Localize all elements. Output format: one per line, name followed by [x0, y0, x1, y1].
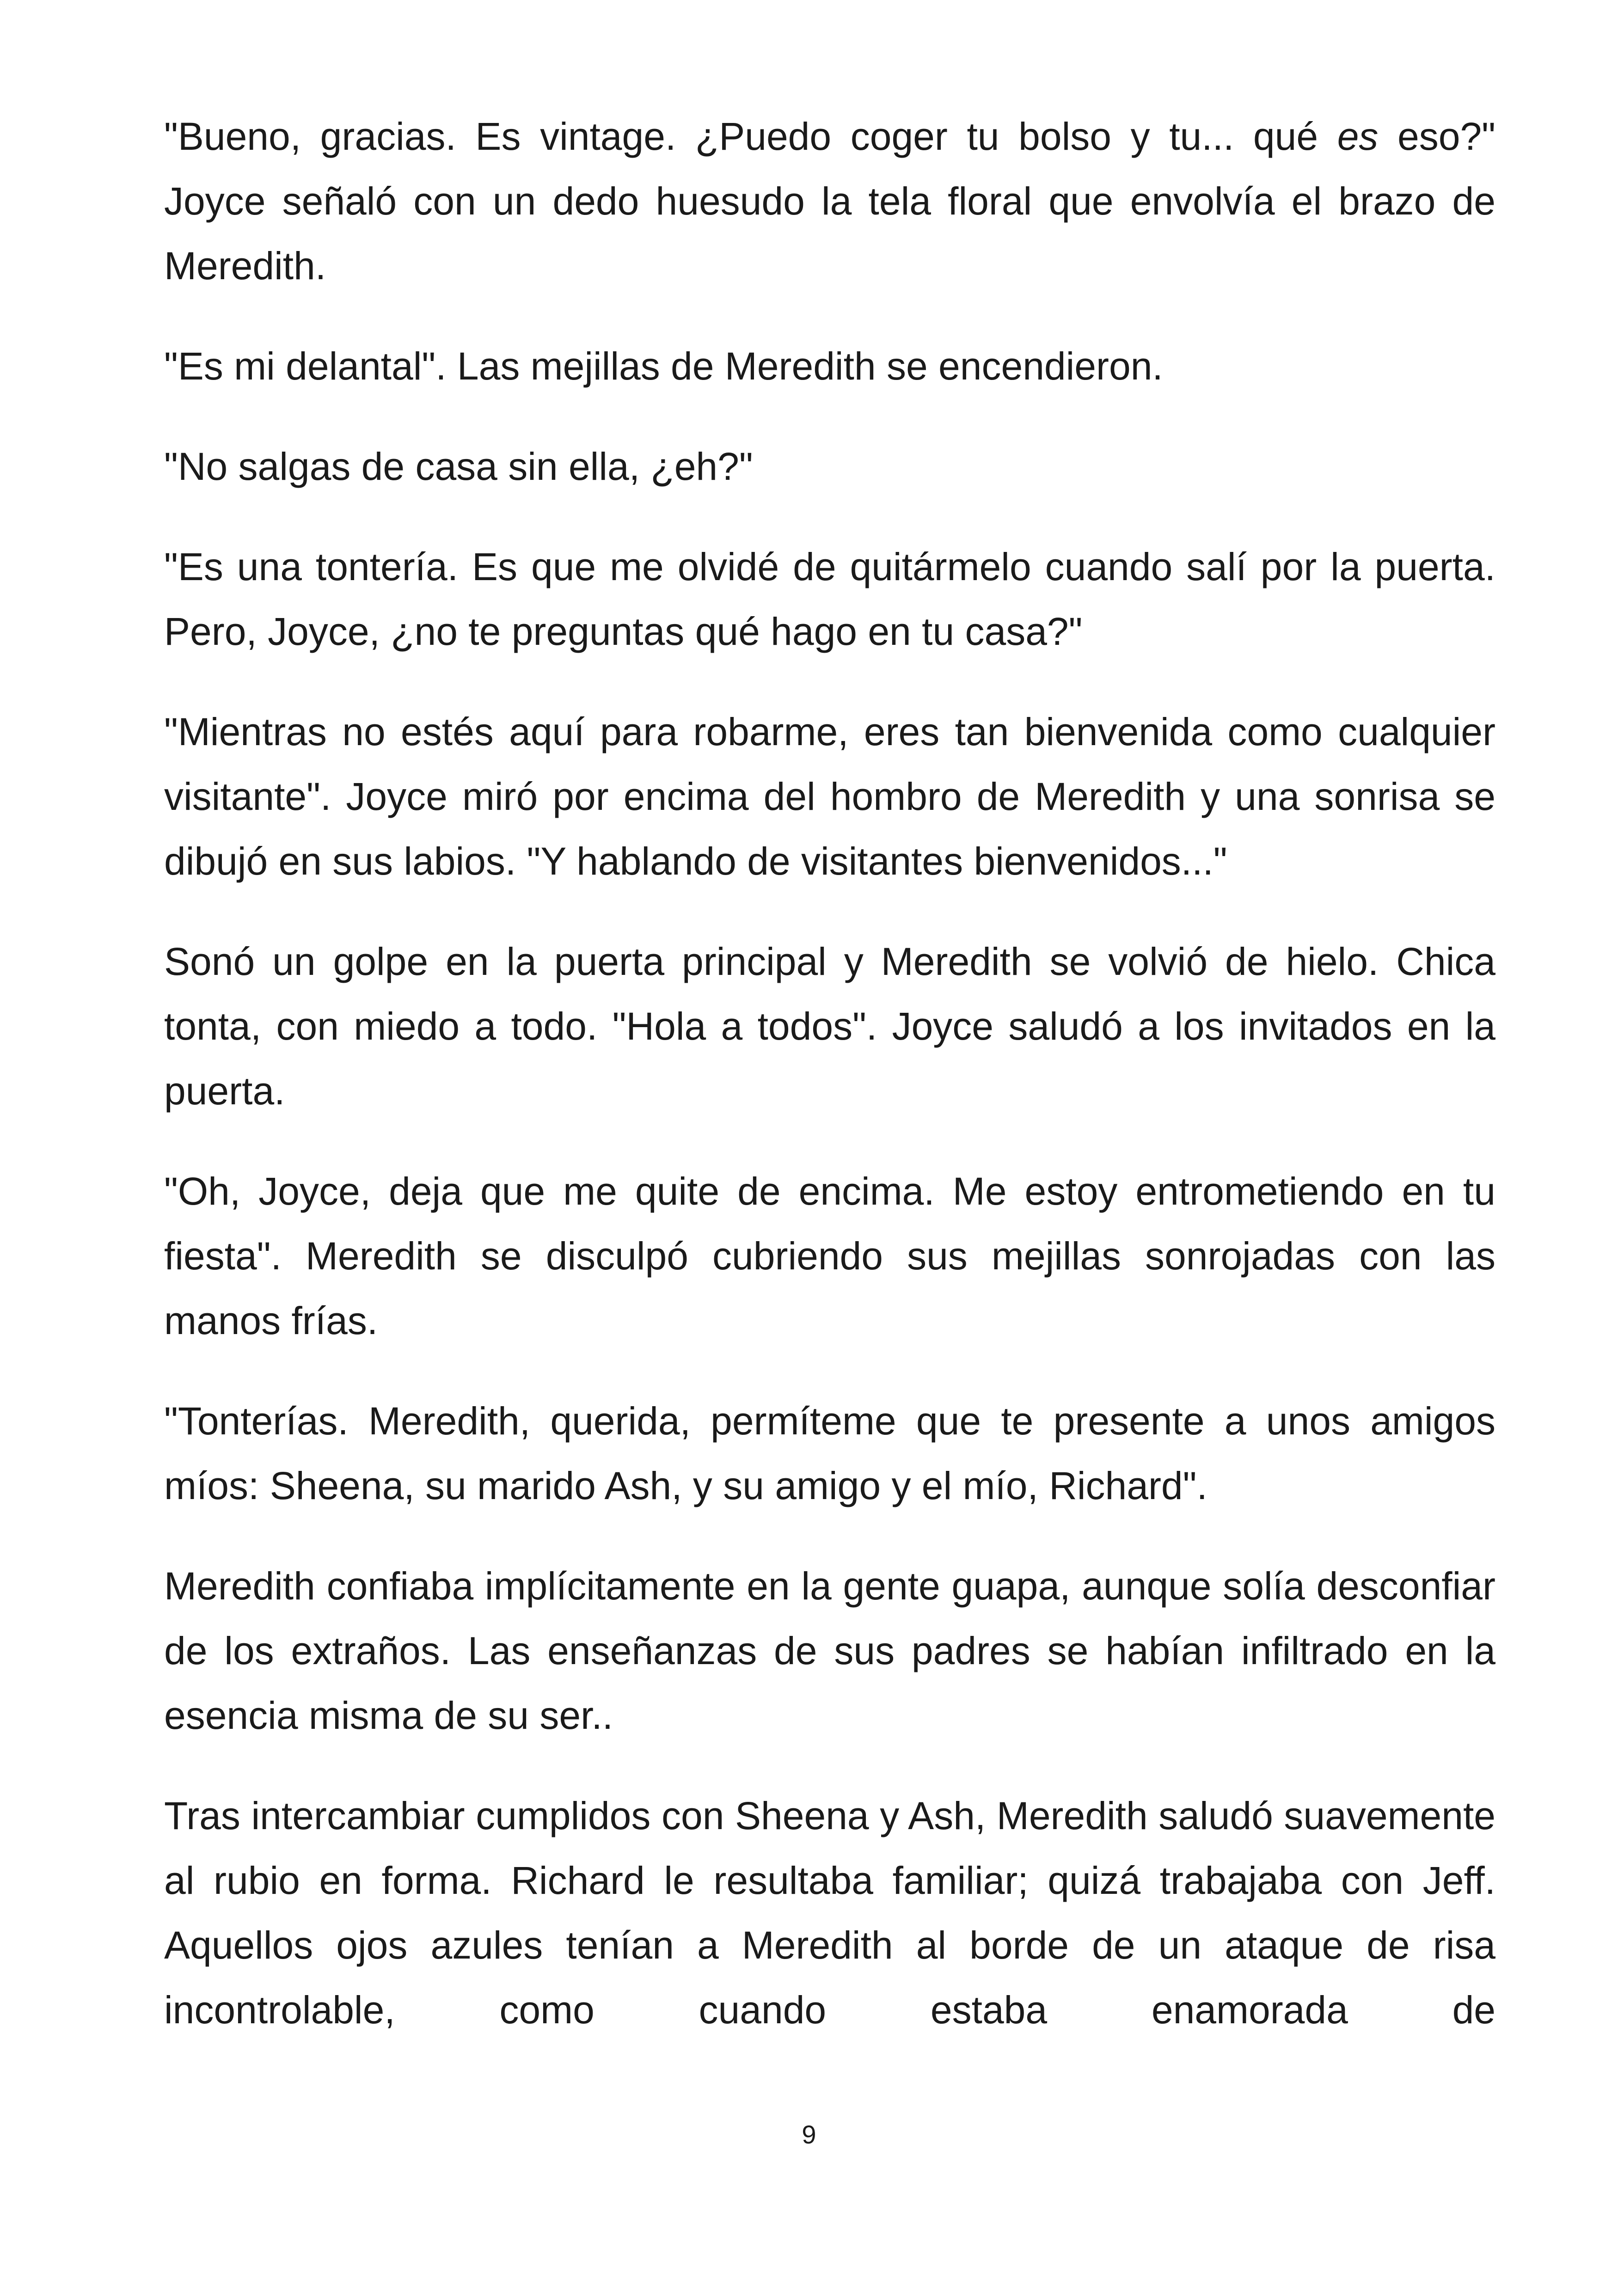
- paragraph-6: Sonó un golpe en la puerta principal y Meredith se volvió de hielo. Chica tonta, con miedo a todo. "Hola a todos". Joyce saludó a los invitados en la puerta.: [164, 940, 1495, 1113]
- page-number: 9: [802, 2120, 816, 2149]
- paragraph-5: "Mientras no estés aquí para robarme, eres tan bienvenida como cualquier visitante". Joyce miró por encima del hombro de Meredith y una sonrisa se dibujó en sus labios. "Y hablando de visitantes bienvenidos...": [164, 710, 1495, 883]
- paragraph-7: "Oh, Joyce, deja que me quite de encima. Me estoy entrometiendo en tu fiesta". Meredith se disculpó cubriendo sus mejillas sonrojadas con las manos frías.: [164, 1169, 1495, 1342]
- paragraph-1-emphasis: es: [1337, 115, 1379, 158]
- paragraph-3: "No salgas de casa sin ella, ¿eh?": [164, 445, 753, 488]
- paragraph-1-text-b: eso?" Joyce señaló con un dedo huesudo la tela floral que envolvía el brazo de Meredith.: [164, 115, 1495, 288]
- paragraph-2: "Es mi delantal". Las mejillas de Meredith se encendieron.: [164, 344, 1163, 388]
- paragraph-9: Meredith confiaba implícitamente en la gente guapa, aunque solía desconfiar de los extraños. Las enseñanzas de sus padres se habían infiltrado en la esencia misma de su ser..: [164, 1564, 1495, 1737]
- body-text: [164, 104, 1495, 2078]
- paragraph-8: "Tonterías. Meredith, querida, permíteme que te presente a unos amigos míos: Sheena, su marido Ash, y su amigo y el mío, Richard".: [164, 1399, 1495, 1507]
- paragraph-10: Tras intercambiar cumplidos con Sheena y Ash, Meredith saludó suavemente al rubio en forma. Richard le resultaba familiar; quizá trabajaba con Jeff. Aquellos ojos azules tenían a Meredith al borde de un ataque de risa incontrolable, como cuando estaba enamorada de: [164, 1794, 1495, 2032]
- paragraph-1: [164, 104, 1495, 298]
- paragraph-4: "Es una tontería. Es que me olvidé de quitármelo cuando salí por la puerta. Pero, Joyce, ¿no te preguntas qué hago en tu casa?": [164, 545, 1495, 653]
- paragraph-1-text-a: "Bueno, gracias. Es vintage. ¿Puedo coger tu bolso y tu... qué: [164, 115, 1337, 158]
